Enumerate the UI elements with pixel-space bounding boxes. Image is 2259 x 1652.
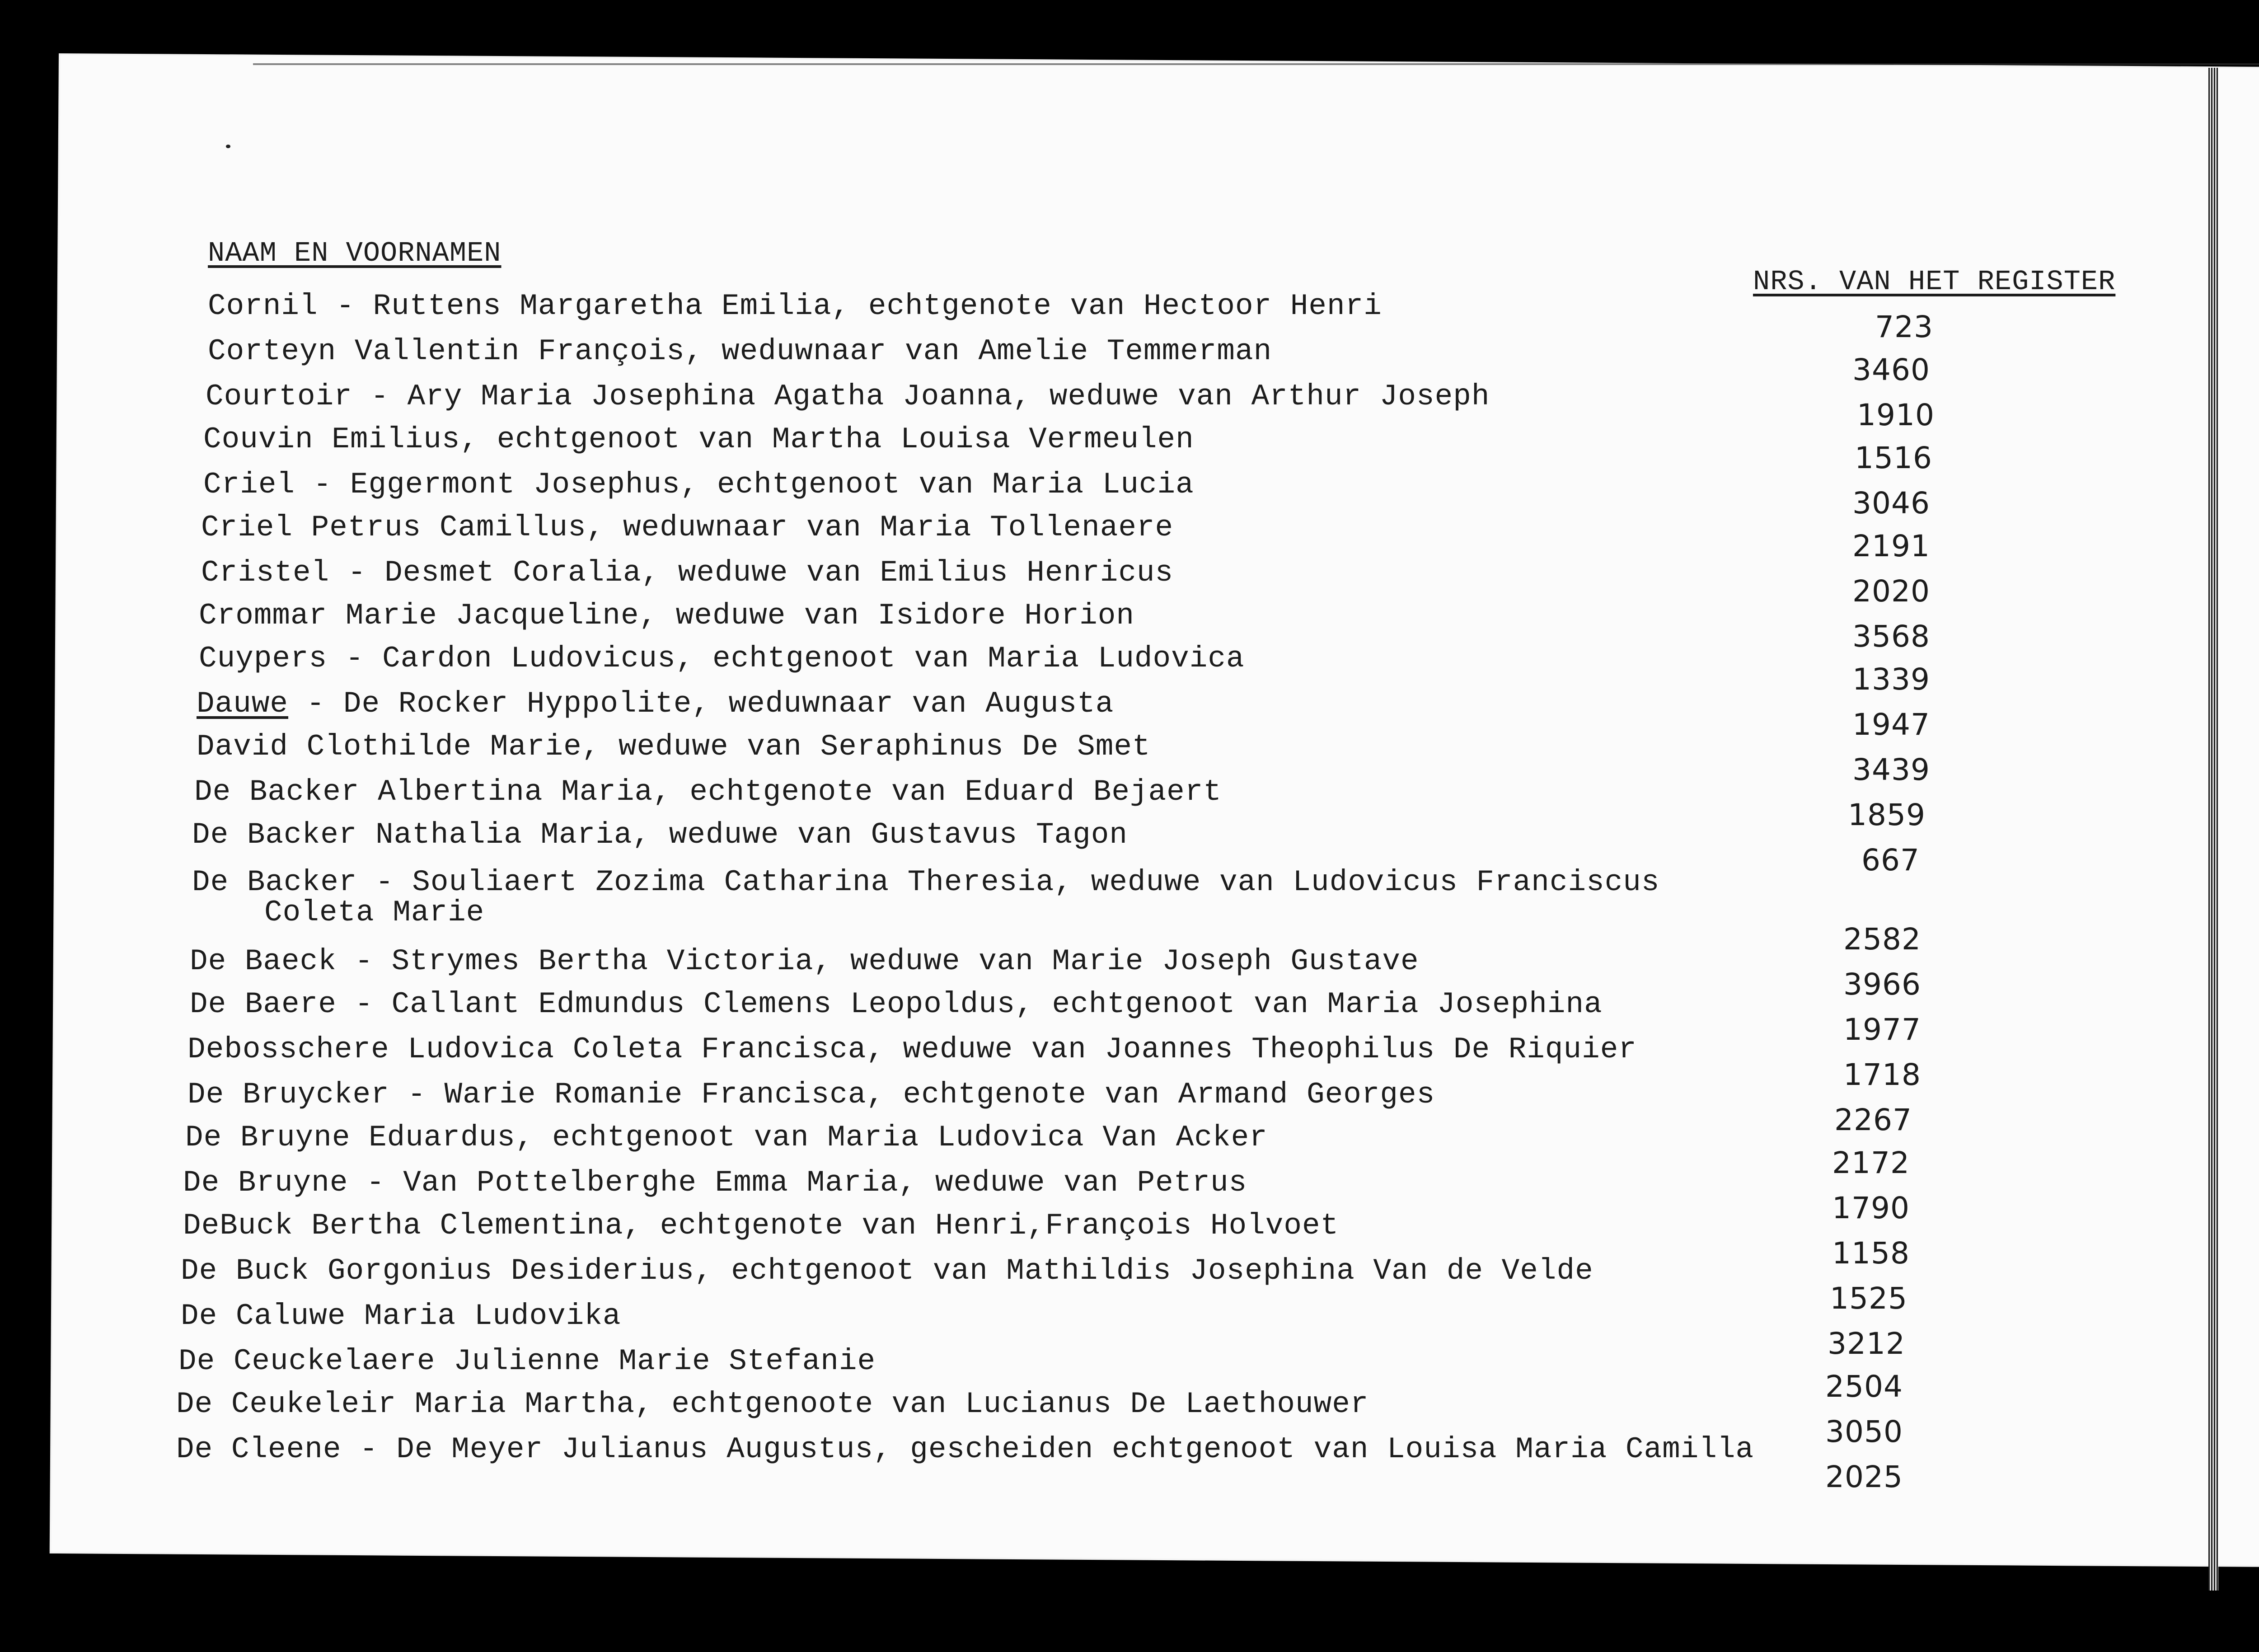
register-number: 1158 [1832,1236,1910,1271]
entry-name-text: Cristel - Desmet Coralia, weduwe van Emilius Henricus [201,556,1174,590]
register-entry-name [194,775,1222,809]
register-number: 2025 [1825,1460,1903,1494]
entry-name-text: David Clothilde Marie, weduwe van Seraphinus De Smet [197,730,1151,764]
entry-name-text: De Ceukeleir Maria Martha, echtgenoote van Lucianus De Laethouwer [176,1387,1369,1421]
entry-name-text: De Bruyne - Van Pottelberghe Emma Maria, weduwe van Petrus [183,1166,1247,1200]
register-entry-name [203,468,1194,502]
entry-name-text: Crommar Marie Jacqueline, weduwe van Isidore Horion [199,599,1134,633]
entry-name-text: Cuypers - Cardon Ludovicus, echtgenoot van Maria Ludovica [199,642,1245,676]
register-number: 3966 [1843,967,1921,1002]
entry-name-text: De Bruycker - Warie Romanie Francisca, echtgenote van Armand Georges [187,1078,1435,1112]
register-entry-name [201,556,1173,590]
register-entry-name [183,1166,1247,1200]
register-number: 2267 [1834,1103,1912,1137]
register-entry-name [178,1344,876,1378]
register-number: 723 [1875,310,1933,344]
entry-name-text: De Backer Nathalia Maria, weduwe van Gustavus Tagon [192,818,1128,852]
entry-name-text: De Ceuckelaere Julienne Marie Stefanie [178,1344,876,1378]
entry-name-text: De Backer - Souliaert Zozima Catharina Theresia, weduwe van Ludovicus Franciscus [192,865,1660,899]
entry-name-text: Courtoir - Ary Maria Josephina Agatha Joanna, weduwe van Arthur Joseph [206,380,1490,413]
entry-name-text: Criel Petrus Camillus, weduwnaar van Maria Tollenaere [201,511,1174,544]
entry-name-text: Debosschere Ludovica Coleta Francisca, weduwe van Joannes Theophilus De Riquier [187,1032,1637,1066]
register-entry-name [181,1254,1593,1288]
register-number: 2172 [1832,1145,1910,1180]
entry-name-text: De Cleene - De Meyer Julianus Augustus, gescheiden echtgenoot van Louisa Maria Camilla [176,1432,1754,1466]
register-number: 1525 [1830,1281,1907,1316]
register-number: 2020 [1852,574,1930,609]
register-entry-name [208,289,1382,323]
register-entry-name [199,642,1245,676]
register-entry-name [187,1078,1435,1112]
register-number: 2504 [1825,1369,1903,1404]
register-number: 3460 [1852,352,1930,387]
entry-name-text: De Baeck - Strymes Bertha Victoria, weduwe van Marie Joseph Gustave [190,944,1419,978]
register-entry-name [199,599,1134,633]
register-number: 667 [1861,843,1920,878]
entry-name-continuation: Coleta Marie [264,896,485,929]
register-entry-name [187,1032,1637,1066]
entry-name-text: De Caluwe Maria Ludovika [181,1299,621,1333]
register-number: 2191 [1852,529,1930,563]
register-number: 3212 [1828,1326,1905,1361]
register-number: 1947 [1852,707,1930,742]
register-number: 1718 [1843,1057,1921,1092]
register-entry-name [181,1299,621,1333]
entry-name-text: De Buck Gorgonius Desiderius, echtgenoot van Mathildis Josephina Van de Velde [181,1254,1593,1288]
underlined-surname: Dauwe [197,687,289,721]
register-entry-name [197,730,1151,764]
register-entry-name [206,380,1490,413]
register-entry-name [185,1121,1268,1155]
entry-name-text: DeBuck Bertha Clementina, echtgenote van Henri,François Holvoet [183,1209,1339,1243]
register-entry-name [190,944,1419,978]
register-number: 1859 [1848,798,1926,832]
entry-name-text: Cornil - Ruttens Margaretha Emilia, echtgenote van Hectoor Henri [208,289,1382,323]
register-entry-name [197,687,1114,721]
register-number: 1977 [1843,1012,1921,1047]
entry-name-rest: - De Rocker Hyppolite, weduwnaar van Augusta [288,687,1114,721]
register-number: 3439 [1852,752,1930,787]
entry-name-text: De Baere - Callant Edmundus Clemens Leopoldus, echtgenoot van Maria Josephina [190,987,1603,1021]
register-entry-name [192,865,1660,929]
register-number: 3046 [1852,486,1930,521]
register-number: 1339 [1852,662,1930,697]
register-number: 2582 [1843,922,1921,957]
entry-name-text: Couvin Emilius, echtgenoot van Martha Louisa Vermeulen [203,422,1194,456]
register-entry-name [192,818,1128,852]
register-number: 3568 [1852,619,1930,654]
register-number: 1790 [1832,1191,1910,1225]
register-number: 1910 [1857,398,1935,432]
register-entry-name [201,511,1173,544]
register-entry-name [176,1387,1369,1421]
register-entry-name [176,1432,1754,1466]
name-column-header: NAAM EN VOORNAMEN [208,237,501,269]
register-entry-name [183,1209,1339,1243]
register-entry-name [203,422,1194,456]
register-number-column-header: NRS. VAN HET REGISTER [1753,266,2116,298]
register-number: 3050 [1825,1414,1903,1449]
register-entry-name [208,334,1272,368]
register-entry-name [190,987,1603,1021]
entry-name-text: Corteyn Vallentin François, weduwnaar van Amelie Temmerman [208,334,1272,368]
register-number: 1516 [1855,441,1932,475]
entry-name-text: Criel - Eggermont Josephus, echtgenoot van Maria Lucia [203,468,1194,502]
entry-name-text: De Backer Albertina Maria, echtgenote van Eduard Bejaert [194,775,1222,809]
entry-name-text: De Bruyne Eduardus, echtgenoot van Maria Ludovica Van Acker [185,1121,1268,1155]
